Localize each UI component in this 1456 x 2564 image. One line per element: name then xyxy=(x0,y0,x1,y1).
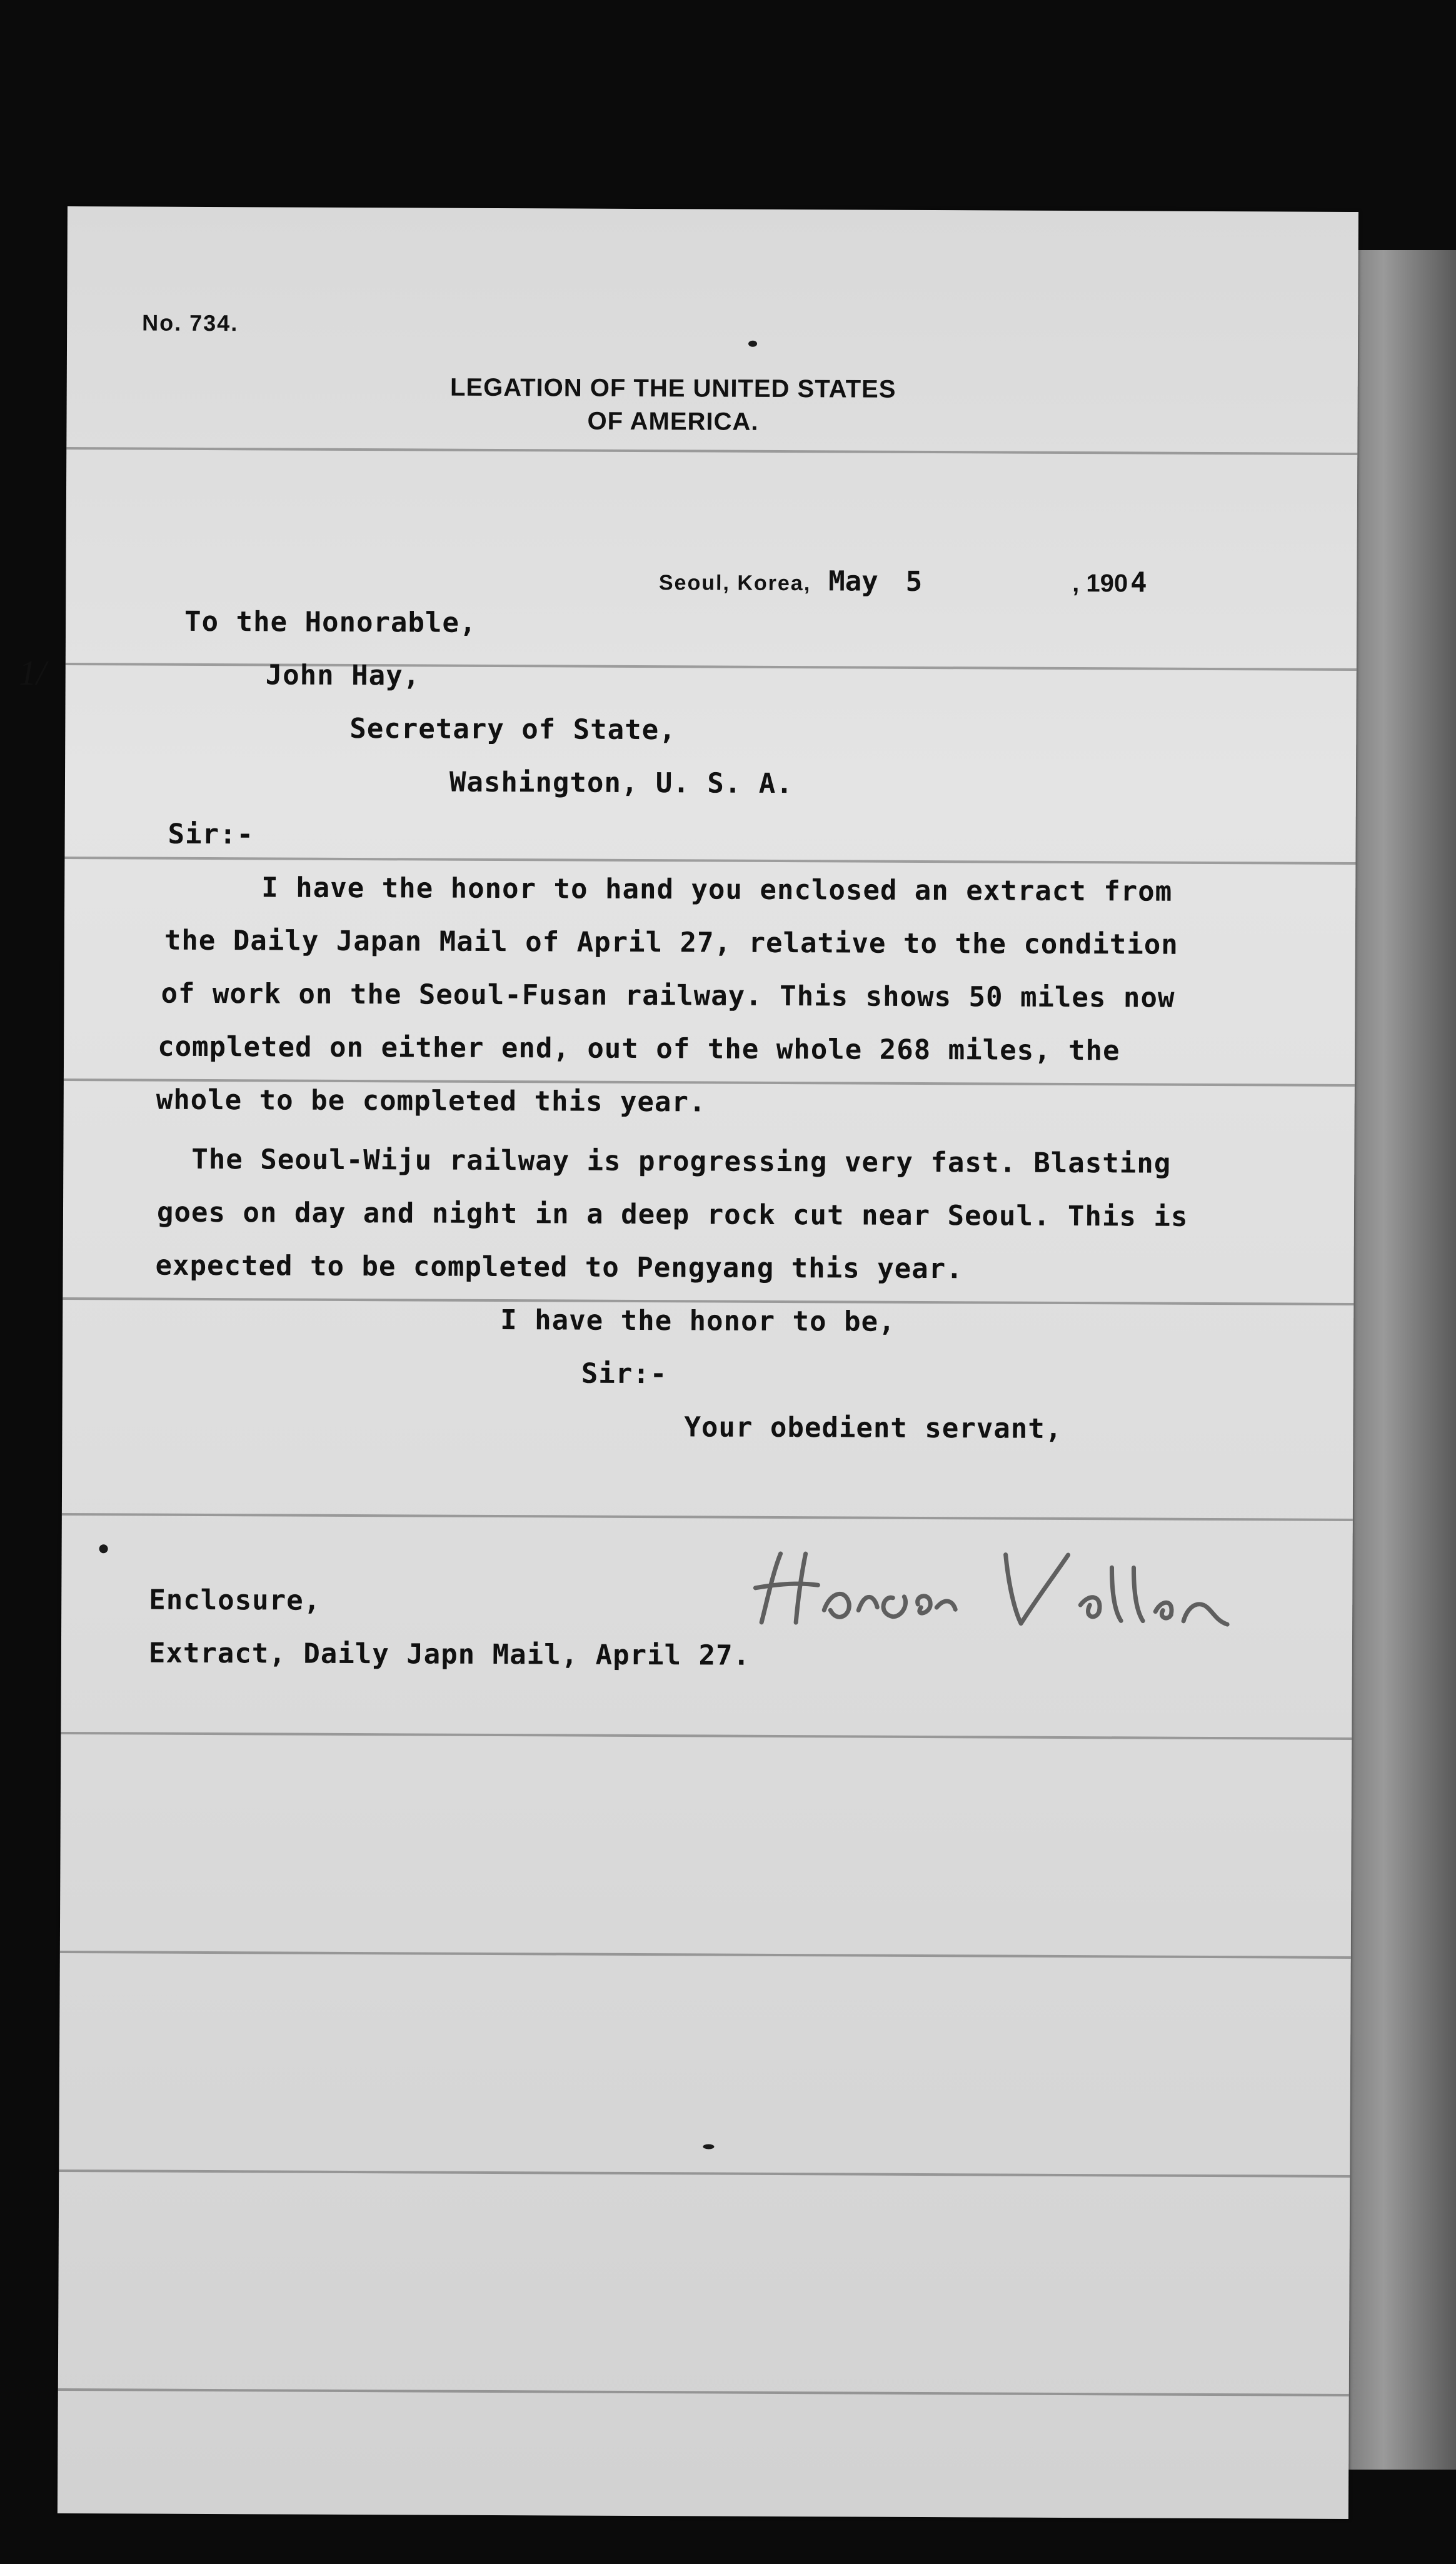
paragraph-2-line-1: The Seoul-Wiju railway is progressing very fast. Blasting xyxy=(191,1143,1172,1180)
dateline-place: Seoul, Korea, xyxy=(658,571,811,596)
paragraph-2-line-2: goes on day and night in a deep rock cut near Seoul. This is xyxy=(156,1196,1188,1233)
ink-speck xyxy=(99,1544,108,1553)
closing-salutation: Sir:- xyxy=(581,1357,668,1390)
document-number: No. 734. xyxy=(142,309,239,336)
address-line-3: Secretary of State, xyxy=(349,712,676,747)
ruled-line xyxy=(66,447,1357,455)
address-line-1: To the Honorable, xyxy=(184,605,477,639)
paragraph-1-line-1: I have the honor to hand you enclosed an extract from xyxy=(261,872,1173,908)
ruled-line xyxy=(61,1732,1352,1740)
enclosure-item: Extract, Daily Japn Mail, April 27. xyxy=(148,1637,751,1672)
paragraph-1-line-5: whole to be completed this year. xyxy=(156,1083,706,1119)
letter-page xyxy=(58,206,1358,2519)
letterhead-line-1: LEGATION OF THE UNITED STATES xyxy=(449,373,896,403)
salutation: Sir:- xyxy=(168,818,254,851)
enclosure-heading: Enclosure, xyxy=(149,1584,321,1617)
ruled-line xyxy=(60,1951,1351,1959)
address-line-4: Washington, U. S. A. xyxy=(449,766,793,800)
address-line-2: John Hay, xyxy=(265,659,421,692)
ruled-line xyxy=(66,663,1357,671)
closing-line-1: I have the honor to be, xyxy=(500,1304,896,1338)
ink-speck xyxy=(703,2144,714,2149)
handwritten-signature xyxy=(743,1529,1293,1644)
ruled-line xyxy=(62,1513,1353,1521)
dateline-year-prefix: , 190 xyxy=(1072,570,1128,598)
paragraph-2-line-3: expected to be completed to Pengyang this year. xyxy=(155,1249,963,1285)
ink-speck xyxy=(748,341,757,347)
dateline xyxy=(635,553,1147,611)
paper-edge xyxy=(1344,250,1456,2470)
paragraph-1-line-2: the Daily Japan Mail of April 27, relative to the condition xyxy=(164,924,1178,961)
closing-line-3: Your obedient servant, xyxy=(684,1411,1063,1445)
margin-note: 1/ xyxy=(19,654,46,693)
ruled-line xyxy=(59,2169,1350,2178)
dateline-day: 5 xyxy=(905,565,923,598)
dateline-year-suffix: 4 xyxy=(1130,566,1147,599)
paragraph-1-line-3: of work on the Seoul-Fusan railway. This shows 50 miles now xyxy=(161,977,1175,1014)
ruled-line xyxy=(58,2388,1349,2396)
dateline-month: May xyxy=(828,565,878,598)
letterhead-line-2: OF AMERICA. xyxy=(587,407,759,436)
paragraph-1-line-4: completed on either end, out of the whole 268 miles, the xyxy=(158,1030,1120,1067)
